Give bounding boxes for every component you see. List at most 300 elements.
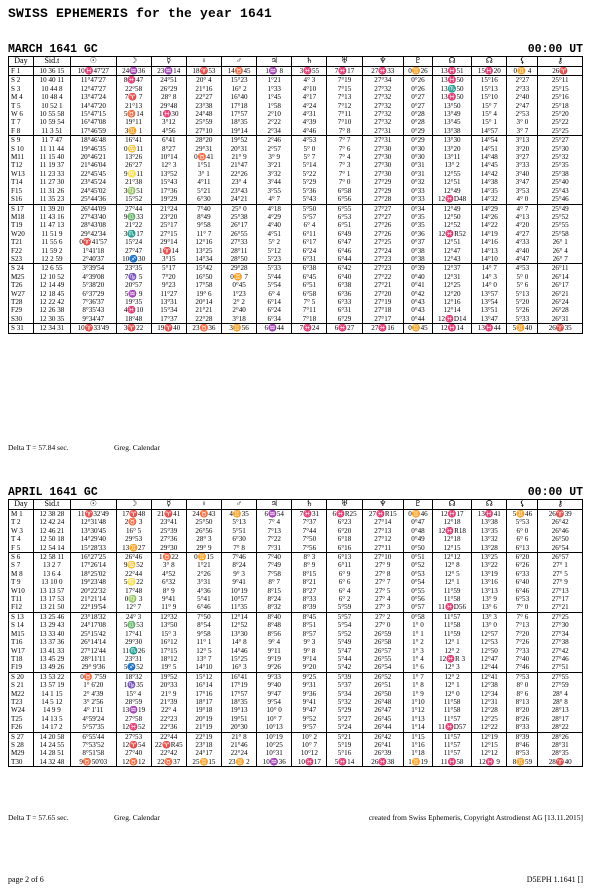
table-cell: 26°31 bbox=[538, 315, 583, 324]
table-cell: 26°42 bbox=[538, 518, 583, 526]
table-cell: 17°19 bbox=[222, 681, 257, 689]
table-cell: 6°55'44 bbox=[71, 732, 117, 741]
table-cell: 6°37'29 bbox=[71, 290, 117, 298]
table-cell: 23°45'24 bbox=[71, 178, 117, 186]
table-cell: 17°26'14 bbox=[71, 561, 117, 569]
table-cell: 4°33 bbox=[507, 238, 538, 246]
table-cell: 22°28 bbox=[186, 315, 221, 324]
table-cell: 11♓58 bbox=[432, 758, 471, 767]
table-cell: 15♓20 bbox=[472, 67, 507, 76]
table-cell: 14°10 bbox=[472, 255, 507, 264]
table-row bbox=[9, 655, 583, 663]
day-cell: M18 bbox=[9, 213, 34, 221]
table-cell: 28°11'11 bbox=[71, 655, 117, 663]
table-cell: 24° 3 bbox=[116, 612, 151, 621]
table-cell: 27°10 bbox=[362, 553, 403, 562]
table-cell: 12° 3 bbox=[432, 663, 471, 672]
table-cell: 25°32 bbox=[538, 153, 583, 161]
table-cell: 27°29 bbox=[362, 178, 403, 186]
table-row bbox=[9, 749, 583, 757]
table-cell: 25°38 bbox=[538, 170, 583, 178]
table-cell: 27°34 bbox=[362, 76, 403, 85]
table-cell: 3°15 bbox=[151, 255, 186, 264]
table-cell: 12 14 49 bbox=[33, 281, 70, 289]
day-cell: S23 bbox=[9, 255, 34, 264]
table-cell: 28°35 bbox=[538, 749, 583, 757]
table-cell: 4°40 bbox=[507, 247, 538, 255]
table-cell: 5°47 bbox=[327, 647, 362, 655]
table-cell: 0°54 bbox=[403, 578, 432, 586]
table-cell: 23♒14 bbox=[151, 67, 186, 76]
table-cell: 0°43 bbox=[403, 306, 432, 314]
table-cell: 15° 4 bbox=[472, 110, 507, 118]
day-cell: F22 bbox=[9, 247, 34, 255]
table-cell: 6°46 bbox=[186, 603, 221, 612]
table-cell: 14°10 bbox=[186, 663, 221, 672]
table-cell: 16°27'25 bbox=[71, 553, 117, 562]
table-cell: 13 17 53 bbox=[33, 595, 70, 603]
table-cell: 13 41 33 bbox=[33, 647, 70, 655]
table-row bbox=[9, 706, 583, 714]
table-cell: 9°54 bbox=[257, 698, 292, 706]
table-row bbox=[9, 213, 583, 221]
table-cell: 17°41 bbox=[116, 630, 151, 638]
table-cell: 12♓R18 bbox=[432, 527, 471, 535]
day-cell: F 5 bbox=[9, 544, 34, 553]
table-cell: 12° 5 bbox=[186, 647, 221, 655]
table-cell: 7°15 bbox=[327, 85, 362, 93]
table-cell: 7° 0 bbox=[327, 178, 362, 186]
table-row bbox=[9, 741, 583, 749]
table-cell: 25°15'42 bbox=[71, 630, 117, 638]
table-cell: 15°25 bbox=[222, 655, 257, 663]
table-cell: 4°47 bbox=[507, 255, 538, 264]
table-cell: 3♍51 bbox=[116, 187, 151, 195]
table-cell: 26♈39 bbox=[538, 510, 583, 519]
table-cell: 22°19 bbox=[186, 732, 221, 741]
table-cell: 5♊46 bbox=[507, 510, 538, 519]
table-cell: 3♊ 1 bbox=[116, 127, 151, 136]
day-cell: S 24 bbox=[9, 264, 34, 273]
table-cell: 27° 4 bbox=[362, 595, 403, 603]
table-cell: 13♓41 bbox=[472, 510, 507, 519]
table-cell: 12°52 bbox=[222, 621, 257, 629]
table-cell: 27°29 bbox=[362, 187, 403, 195]
table-cell: 17°58 bbox=[186, 281, 221, 289]
table-cell: 5°59 bbox=[327, 603, 362, 612]
table-cell: 2°22 bbox=[257, 118, 292, 126]
table-row bbox=[9, 535, 583, 543]
table-cell: 2°53 bbox=[507, 110, 538, 118]
table-cell: 27°30 bbox=[362, 161, 403, 169]
table-row bbox=[9, 306, 583, 314]
table-row bbox=[9, 255, 583, 264]
table-cell: 29°53 bbox=[116, 535, 151, 543]
table-cell: 12°16 bbox=[186, 238, 221, 246]
table-cell: 13°47'24 bbox=[71, 93, 117, 101]
day-cell: T23 bbox=[9, 698, 34, 706]
table-cell: 5°16 bbox=[327, 749, 362, 757]
table-cell: 12 18 45 bbox=[33, 290, 70, 298]
table-header-row bbox=[9, 57, 583, 67]
table-cell: 28° 4 bbox=[538, 690, 583, 698]
table-cell: 21° 9 bbox=[222, 153, 257, 161]
table-cell: 12♓D48 bbox=[432, 195, 471, 204]
table-cell: 27°22 bbox=[362, 273, 403, 281]
day-cell: T 2 bbox=[9, 518, 34, 526]
table-cell: 1°23 bbox=[222, 290, 257, 298]
table-cell: 5° 6 bbox=[507, 281, 538, 289]
table-cell: 26°44 bbox=[362, 723, 403, 732]
table-cell: 4°39 bbox=[292, 118, 327, 126]
table-cell: 9♌11 bbox=[116, 170, 151, 178]
table-cell: 4°11 bbox=[186, 178, 221, 186]
table-cell: 19°46'35 bbox=[71, 145, 117, 153]
column-header: ♆ bbox=[362, 500, 403, 510]
table-cell: 28°11 bbox=[222, 247, 257, 255]
table-cell: 25° 0 bbox=[222, 204, 257, 213]
table-cell: 13 33 40 bbox=[33, 630, 70, 638]
table-cell: 13°11 bbox=[432, 153, 471, 161]
table-cell: 15°43 bbox=[151, 178, 186, 186]
table-cell: 11°58 bbox=[432, 698, 471, 706]
table-cell: 22°36 bbox=[151, 723, 186, 732]
table-cell: 27°32 bbox=[362, 85, 403, 93]
table-cell: 15°42 bbox=[186, 264, 221, 273]
table-cell: 26°51 bbox=[362, 681, 403, 689]
table-cell: 17°48 bbox=[116, 587, 151, 595]
table-row bbox=[9, 315, 583, 324]
table-cell: 6° 4 bbox=[327, 587, 362, 595]
table-cell: 9°58 bbox=[186, 221, 221, 229]
table-cell: 11 39 20 bbox=[33, 204, 70, 213]
day-cell: F 1 bbox=[9, 67, 34, 76]
table-cell: 23°18 bbox=[186, 741, 221, 749]
table-cell: 5♉14 bbox=[116, 110, 151, 118]
table-cell: 22° 4 bbox=[151, 706, 186, 714]
table-cell: 0♊26 bbox=[403, 67, 432, 76]
table-cell: 20°19 bbox=[186, 715, 221, 723]
table-cell: 10°12 bbox=[292, 749, 327, 757]
table-cell: 12°32 bbox=[151, 612, 186, 621]
table-cell: 23°35 bbox=[116, 264, 151, 273]
table-cell: 1♑35 bbox=[116, 681, 151, 689]
table-cell: 8°32 bbox=[257, 603, 292, 612]
table-cell: 3°27 bbox=[507, 153, 538, 161]
table-cell: 5°27 bbox=[327, 715, 362, 723]
table-cell: 5°32 bbox=[327, 698, 362, 706]
table-cell: 20°33 bbox=[151, 681, 186, 689]
day-cell: S 10 bbox=[9, 145, 34, 153]
table-cell: 6° 6 bbox=[327, 578, 362, 586]
table-cell: 28°17 bbox=[538, 715, 583, 723]
table-cell: 5°53 bbox=[507, 518, 538, 526]
table-cell: 9°20 bbox=[292, 663, 327, 672]
table-cell: 0°31 bbox=[403, 161, 432, 169]
table-cell: 18°35 bbox=[222, 118, 257, 126]
day-cell: T12 bbox=[9, 161, 34, 169]
table-cell: 0°47 bbox=[403, 518, 432, 526]
table-cell: 25°22 bbox=[538, 118, 583, 126]
april-credit: created from Swiss Ephemeris, Copyright Astrodienst AG [13.11.2015] bbox=[368, 813, 583, 822]
table-cell: 26°59 bbox=[362, 630, 403, 638]
table-cell: 5°42 bbox=[327, 663, 362, 672]
table-cell: 6°32 bbox=[151, 578, 186, 586]
table-cell: 9°34'47 bbox=[71, 315, 117, 324]
table-cell: 8°35'43 bbox=[71, 306, 117, 314]
table-cell: 0°41 bbox=[403, 281, 432, 289]
table-row bbox=[9, 672, 583, 681]
table-cell: 13°50 bbox=[432, 102, 471, 110]
table-cell: 0♊46 bbox=[403, 510, 432, 519]
table-cell: 14 1 15 bbox=[33, 690, 70, 698]
table-cell: 26♈35 bbox=[538, 324, 583, 333]
table-cell: 3°21 bbox=[257, 161, 292, 169]
table-cell: 8°56 bbox=[257, 630, 292, 638]
table-cell: 3°55 bbox=[257, 187, 292, 195]
table-cell: 7°53'52 bbox=[71, 741, 117, 749]
table-cell: 13°30'45 bbox=[71, 527, 117, 535]
table-cell: 27°13 bbox=[362, 527, 403, 535]
table-row bbox=[9, 67, 583, 76]
table-cell: 4°46 bbox=[292, 127, 327, 136]
march-time-label: 00:00 UT bbox=[527, 43, 583, 56]
table-cell: 8°20 bbox=[507, 706, 538, 714]
table-cell: 10♈33'49 bbox=[71, 324, 117, 333]
table-row bbox=[9, 553, 583, 562]
day-cell: S 2 bbox=[9, 76, 34, 85]
table-cell: 6°20 bbox=[327, 527, 362, 535]
table-cell: 5°29 bbox=[292, 178, 327, 186]
table-cell: 4°31 bbox=[292, 110, 327, 118]
table-cell: 28° 8 bbox=[151, 93, 186, 101]
table-cell: 22°26 bbox=[222, 170, 257, 178]
table-cell: 11°58 bbox=[432, 706, 471, 714]
table-cell: 26°46 bbox=[116, 553, 151, 562]
table-cell: 12°18 bbox=[432, 535, 471, 543]
table-cell: 9°11 bbox=[257, 647, 292, 655]
table-cell: 6°31 bbox=[292, 255, 327, 264]
table-cell: 14°35 bbox=[472, 187, 507, 195]
table-cell: 13 29 43 bbox=[33, 621, 70, 629]
table-cell: 0♋11 bbox=[116, 145, 151, 153]
table-cell: 12°15 bbox=[472, 741, 507, 749]
table-cell: 10° 7 bbox=[257, 715, 292, 723]
day-cell: T28 bbox=[9, 298, 34, 306]
table-row bbox=[9, 621, 583, 629]
table-cell: 26°17 bbox=[222, 221, 257, 229]
table-cell: 6°40 bbox=[327, 273, 362, 281]
table-cell: 10° 2 bbox=[292, 732, 327, 741]
day-cell: S 31 bbox=[9, 324, 34, 333]
table-cell: 27♓R15 bbox=[362, 510, 403, 519]
table-cell: 0°51 bbox=[403, 553, 432, 562]
table-cell: 6°42 bbox=[327, 264, 362, 273]
table-cell: 7°13 bbox=[507, 621, 538, 629]
table-cell: 7° 4 bbox=[327, 153, 362, 161]
table-cell: 12°25 bbox=[472, 715, 507, 723]
table-cell: 5° 0 bbox=[292, 145, 327, 153]
table-cell: 6° 4 bbox=[257, 290, 292, 298]
table-cell: 26°14'14 bbox=[71, 638, 117, 646]
table-cell: 15°16 bbox=[472, 76, 507, 85]
day-cell: W27 bbox=[9, 290, 34, 298]
table-cell: 28°59 bbox=[116, 698, 151, 706]
table-cell: 25°44'36 bbox=[71, 195, 117, 204]
page-number: page 2 of 6 bbox=[8, 875, 44, 884]
table-cell: 6°34 bbox=[257, 315, 292, 324]
table-cell: 12 50 18 bbox=[33, 535, 70, 543]
table-cell: 9°14 bbox=[292, 655, 327, 663]
table-cell: 29°14 bbox=[151, 238, 186, 246]
table-cell: 6°20 bbox=[507, 553, 538, 562]
table-cell: 6♓R25 bbox=[327, 510, 362, 519]
table-cell: 26°57 bbox=[538, 553, 583, 562]
table-cell: 18♈53 bbox=[186, 67, 221, 76]
table-cell: 12°49 bbox=[432, 187, 471, 195]
table-cell: 18°32 bbox=[116, 672, 151, 681]
table-cell: 3° 8 bbox=[151, 561, 186, 569]
day-cell: S 7 bbox=[9, 561, 34, 569]
table-cell: 7°20 bbox=[507, 630, 538, 638]
table-cell: 27°21 bbox=[362, 281, 403, 289]
table-cell: 13°28 bbox=[472, 544, 507, 553]
table-cell: 8°51'58 bbox=[71, 749, 117, 757]
table-cell: 20°22'32 bbox=[71, 587, 117, 595]
table-cell: 22♉37 bbox=[151, 758, 186, 767]
table-cell: 27°19 bbox=[362, 298, 403, 306]
table-cell: 13° 9 bbox=[472, 595, 507, 603]
table-cell: 12°47 bbox=[432, 247, 471, 255]
table-cell: 19°29 bbox=[151, 195, 186, 204]
table-cell: 8°15 bbox=[257, 587, 292, 595]
table-cell: 6°44 bbox=[327, 255, 362, 264]
table-cell: 12°28 bbox=[472, 706, 507, 714]
table-cell: 14°38 bbox=[472, 178, 507, 186]
table-cell: 10 52 1 bbox=[33, 102, 70, 110]
table-cell: 1° 1 bbox=[403, 630, 432, 638]
table-cell: 26°39 bbox=[362, 749, 403, 757]
table-cell: 26°52 bbox=[362, 672, 403, 681]
table-cell: 21° 9 bbox=[151, 690, 186, 698]
table-cell: 12° 8 bbox=[432, 561, 471, 569]
table-cell: 15° 4 bbox=[116, 690, 151, 698]
table-cell: 3°32 bbox=[257, 170, 292, 178]
table-cell: 13♓44 bbox=[472, 324, 507, 333]
table-cell: 27°32 bbox=[362, 110, 403, 118]
column-header: ☊ bbox=[472, 500, 507, 510]
table-cell: 1° 3 bbox=[403, 647, 432, 655]
table-cell: 3° 0 bbox=[507, 118, 538, 126]
table-cell: 25°30 bbox=[538, 145, 583, 153]
table-cell: 27°42 bbox=[538, 647, 583, 655]
table-cell: 5°14 bbox=[292, 161, 327, 169]
table-cell: 14 32 48 bbox=[33, 758, 70, 767]
document-title: SWISS EPHEMERIS for the year 1641 bbox=[8, 6, 273, 21]
table-cell: 27°55 bbox=[538, 672, 583, 681]
table-cell: 2° 2 bbox=[222, 298, 257, 306]
table-cell: 3°13 bbox=[507, 136, 538, 145]
table-cell: 14 28 51 bbox=[33, 749, 70, 757]
table-cell: 12 2 59 bbox=[33, 255, 70, 264]
table-cell: 22°24 bbox=[222, 749, 257, 757]
table-row bbox=[9, 110, 583, 118]
table-cell: 23°18'32 bbox=[71, 612, 117, 621]
day-cell: W24 bbox=[9, 706, 34, 714]
table-cell: 14°22 bbox=[472, 221, 507, 229]
table-cell: 5°39 bbox=[327, 672, 362, 681]
table-cell: 25°17 bbox=[151, 221, 186, 229]
table-cell: 1♒ 8 bbox=[257, 67, 292, 76]
table-cell: 8♓47 bbox=[116, 76, 151, 85]
table-cell: 27° 5 bbox=[362, 587, 403, 595]
table-cell: 25°58 bbox=[538, 230, 583, 238]
table-cell: 12°31 bbox=[472, 698, 507, 706]
table-cell: 8°33 bbox=[292, 595, 327, 603]
table-row bbox=[9, 102, 583, 110]
day-cell: W 6 bbox=[9, 110, 34, 118]
table-cell: 21°19 bbox=[186, 723, 221, 732]
table-cell: 12 10 52 bbox=[33, 273, 70, 281]
table-cell: 9°23 bbox=[151, 281, 186, 289]
table-cell: 5°54 bbox=[327, 621, 362, 629]
table-cell: 12° 5 bbox=[432, 570, 471, 578]
table-cell: 27°11 bbox=[362, 544, 403, 553]
day-cell: S16 bbox=[9, 195, 34, 204]
table-cell: 8° 7 bbox=[257, 578, 292, 586]
table-cell: 14 5 12 bbox=[33, 698, 70, 706]
table-cell: 27°43'40 bbox=[71, 213, 117, 221]
table-cell: 9°47 bbox=[257, 690, 292, 698]
table-cell: 12°37 bbox=[432, 264, 471, 273]
table-cell: 6°38 bbox=[292, 264, 327, 273]
table-cell: 11 3 51 bbox=[33, 127, 70, 136]
table-cell: 8°26 bbox=[507, 715, 538, 723]
table-cell: 4°56 bbox=[151, 127, 186, 136]
table-cell: 6° 9 bbox=[327, 570, 362, 578]
table-cell: 17°15 bbox=[151, 647, 186, 655]
table-cell: 5°43 bbox=[292, 195, 327, 204]
table-cell: 18°46'48 bbox=[71, 136, 117, 145]
table-cell: 20°46'21 bbox=[71, 153, 117, 161]
table-cell: 8°54 bbox=[186, 621, 221, 629]
table-cell: 8°57 bbox=[292, 630, 327, 638]
table-cell: 7°18 bbox=[292, 315, 327, 324]
table-cell: 27°36 bbox=[151, 535, 186, 543]
table-cell: 19°35 bbox=[116, 298, 151, 306]
table-row bbox=[9, 230, 583, 238]
table-cell: 13°51 bbox=[472, 306, 507, 314]
table-cell: 12°57 bbox=[472, 630, 507, 638]
table-cell: 19°14 bbox=[222, 127, 257, 136]
table-cell: 0°49 bbox=[403, 535, 432, 543]
table-cell: 8° 3 bbox=[292, 553, 327, 562]
table-cell: 6°26 bbox=[507, 561, 538, 569]
table-cell: 7°53 bbox=[507, 672, 538, 681]
table-cell: 0°36 bbox=[403, 230, 432, 238]
table-cell: 25°38 bbox=[222, 213, 257, 221]
table-cell: 9°41 bbox=[222, 578, 257, 586]
table-cell: 27° 5 bbox=[538, 570, 583, 578]
table-cell: 12° 1 bbox=[432, 638, 471, 646]
table-cell: 4°13 bbox=[507, 213, 538, 221]
table-cell: 11°57 bbox=[432, 715, 471, 723]
table-row bbox=[9, 204, 583, 213]
table-cell: 0°37 bbox=[403, 238, 432, 246]
table-cell: 25°43 bbox=[538, 187, 583, 195]
table-cell: 12♓17 bbox=[432, 510, 471, 519]
table-cell: 0°26 bbox=[403, 85, 432, 93]
